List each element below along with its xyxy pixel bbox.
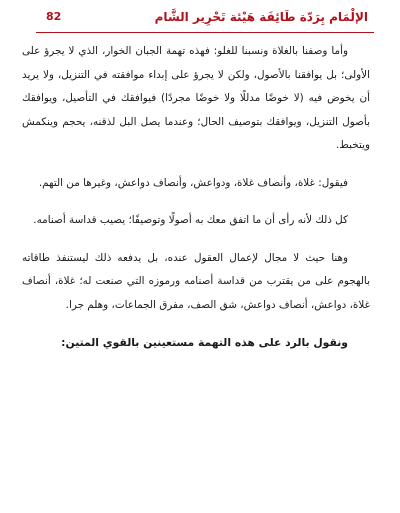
header-divider [36,32,374,33]
paragraph: وهنا حيث لا مجال لإعمال العقول عنده، بل يدفعه ذلك ليستنفذ طاقاته بالهجوم على من يقترب من قداسة أصنامه ورموزه التي صنعت له؛ غلاة، أنصاف غلاة، دواعش، أنصاف دواعش، شق الصف، مفرق الجماعات، وهلم جرا. [22,251,370,311]
body-text [22,40,370,369]
running-title: الإلْمَام بِرَدّة طَائِفَة هَيْئة تَحْرِير الشَّام [154,10,368,24]
section-lead-in: ونقول بالرد على هذه التهمة مستعينين بالقوي المتين: [61,336,348,349]
paragraph: كل ذلك لأنه رأى أن ما اتفق معك به أصولًا وتوصيفًا؛ يصيب قداسة أصنامه. [33,214,348,226]
page-number: 82 [46,10,62,23]
page-header [36,8,374,30]
paragraph: فيقول: غلاة، وأنصاف غلاة، ودواعش، وأنصاف دواعش، وغيرها من التهم. [38,176,348,189]
paragraph: وأما وصفنا بالغلاة ونسبنا للغلو: فهذه تهمة الجبان الخوار، الذي لا يجرؤ على الأولى؛ بل يوافقنا بالأصول، ولكن لا يجرؤ على إبداء موافقته في التنزيل، ولا يريد أن يخوض فيه (لا خوضًا مدللًا ولا خوضًا مجردًا) فيوافقك في التأصيل، ويوافقك بأصول التنزيل، ويوافقك بتوصيف الحال؛ وعندما يصل البل لذقنه، يحجم وينكمش ويتخبط. [22,45,370,151]
